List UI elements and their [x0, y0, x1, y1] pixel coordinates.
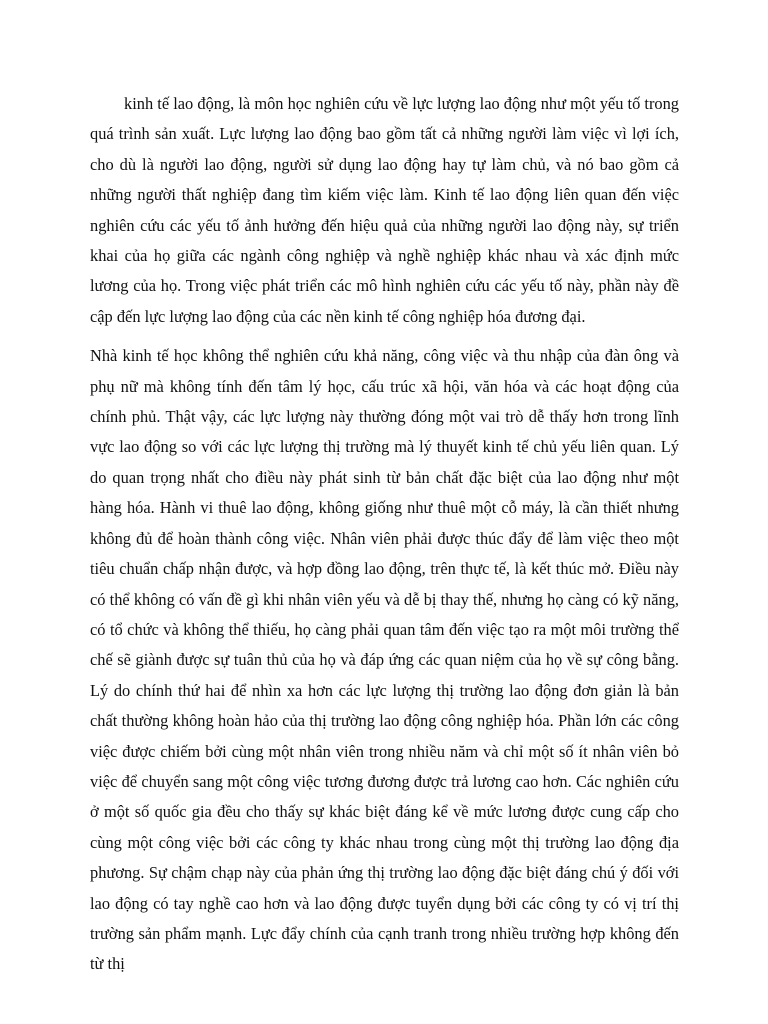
- paragraph-labor-market-forces: Nhà kinh tế học không thể nghiên cứu khả năng, công việc và thu nhập của đàn ông và phụ nữ mà không tính đến tâm lý học, cấu trúc xã hội, văn hóa và các hoạt động của chính phủ. Thật vậy, các lực lượng này thường đóng một vai trò dễ thấy hơn trong lĩnh vực lao động so với các lực lượng thị trường mà lý thuyết kinh tế chủ yếu liên quan. Lý do quan trọng nhất cho điều này phát sinh từ bản chất đặc biệt của lao động như một hàng hóa. Hành vi thuê lao động, không giống như thuê một cỗ máy, là cần thiết nhưng không đủ để hoàn thành công việc. Nhân viên phải được thúc đẩy để làm việc theo một tiêu chuẩn chấp nhận được, và hợp đồng lao động, trên thực tế, là kết thúc mở. Điều này có thể không có vấn đề gì khi nhân viên yếu và dễ bị thay thế, nhưng họ càng có kỹ năng, có tổ chức và không thể thiếu, họ càng phải quan tâm đến việc tạo ra một môi trường thể chế sẽ giành được sự tuân thủ của họ và đáp ứng các quan niệm của họ về sự công bằng. Lý do chính thứ hai để nhìn xa hơn các lực lượng thị trường lao động đơn giản là bản chất thường không hoàn hảo của thị trường lao động công nghiệp hóa. Phần lớn các công việc được chiếm bởi cùng một nhân viên trong nhiều năm và chỉ một số ít nhân viên bỏ việc để chuyển sang một công việc tương đương được trả lương cao hơn. Các nghiên cứu ở một số quốc gia đều cho thấy sự khác biệt đáng kể về mức lương được cung cấp cho cùng một công việc bởi các công ty khác nhau trong cùng một thị trường lao động địa phương. Sự chậm chạp này của phản ứng thị trường lao động đặc biệt đáng chú ý đối với lao động có tay nghề cao hơn và lao động được tuyển dụng bởi các công ty có vị trí thị trường sản phẩm mạnh. Lực đẩy chính của cạnh tranh trong nhiều trường hợp không đến từ thị: [90, 346, 679, 974]
- paragraph-labor-economics-definition: kinh tế lao động, là môn học nghiên cứu về lực lượng lao động như một yếu tố trong quá trình sản xuất. Lực lượng lao động bao gồm tất cả những người làm việc vì lợi ích, cho dù là người lao động, người sử dụng lao động hay tự làm chủ, và nó bao gồm cả những người thất nghiệp đang tìm kiếm việc làm. Kinh tế lao động liên quan đến việc nghiên cứu các yếu tố ảnh hưởng đến hiệu quả của những người lao động này, sự triển khai của họ giữa các ngành công nghiệp và nghề nghiệp khác nhau và xác định mức lương của họ. Trong việc phát triển các mô hình nghiên cứu các yếu tố này, phần này đề cập đến lực lượng lao động của các nền kinh tế công nghiệp hóa đương đại.: [90, 94, 679, 326]
- document-page: [90, 89, 679, 980]
